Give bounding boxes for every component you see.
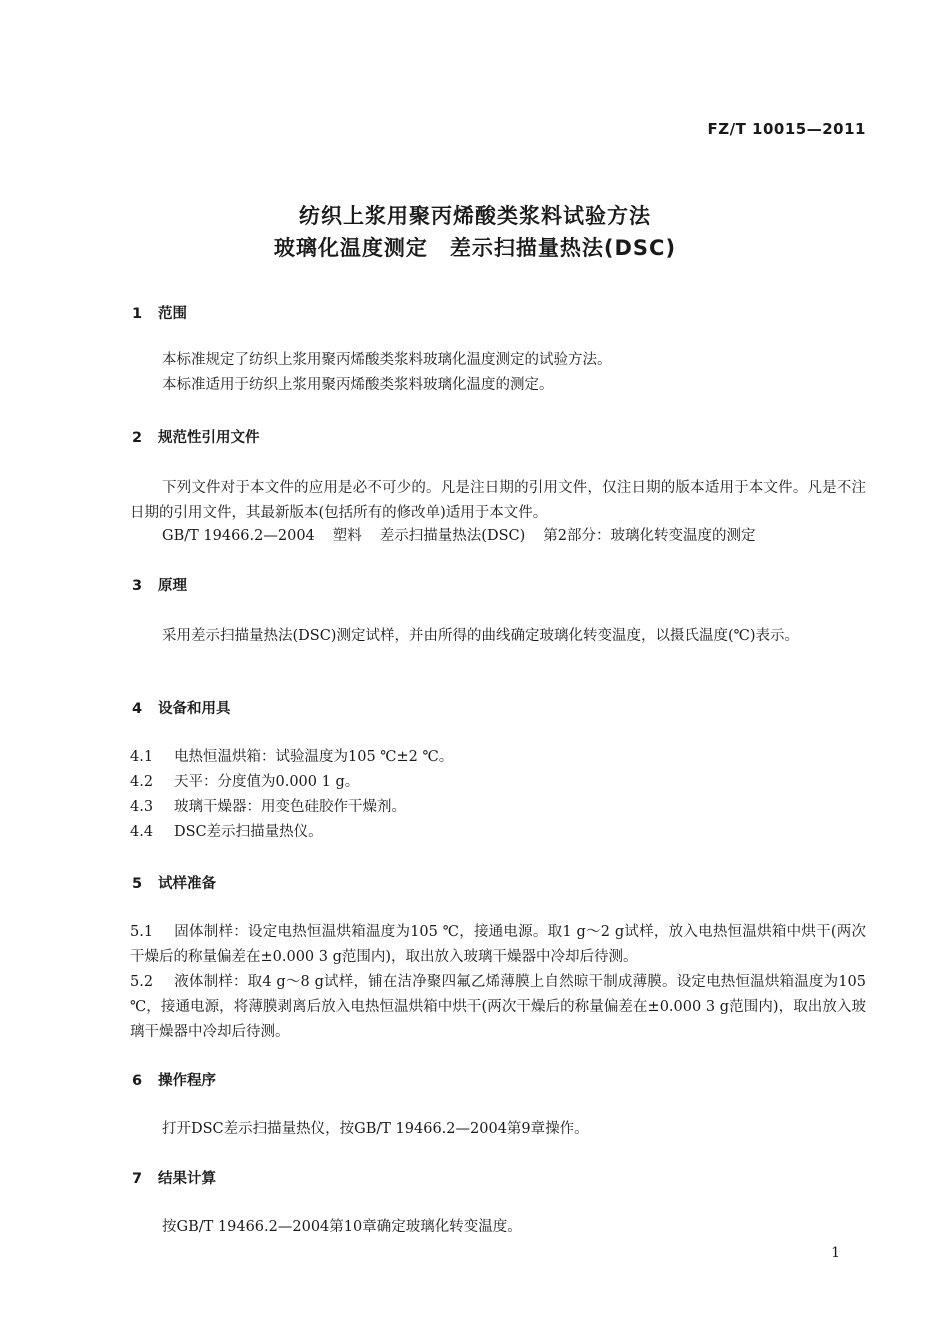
section-number: 2 (132, 430, 143, 446)
standard-code: FZ/T 10015—2011 (707, 120, 866, 138)
section-heading-4 (132, 697, 231, 718)
document-title-line2: 玻璃化温度测定 差示扫描量热法(DSC) (273, 236, 677, 260)
list-item (130, 820, 866, 845)
paragraph: 本标准适用于纺织上浆用聚丙烯酸类浆料玻璃化温度的测定。 (162, 377, 554, 393)
section-number: 3 (132, 578, 143, 594)
section-title: 设备和用具 (158, 701, 231, 717)
section-heading-2 (132, 426, 260, 447)
section-title: 结果计算 (158, 1171, 216, 1187)
section-number: 1 (132, 306, 143, 322)
paragraph: 按GB/T 19466.2—2004第10章确定玻璃化转变温度。 (162, 1219, 522, 1235)
section-number: 6 (132, 1073, 143, 1089)
reference-title: 差示扫描量热法(DSC) (379, 528, 526, 544)
document-title-line1: 纺织上浆用聚丙烯酸类浆料试验方法 (299, 204, 651, 228)
list-item (130, 770, 866, 795)
section-title: 范围 (158, 306, 187, 322)
section-title: 原理 (158, 578, 187, 594)
list-item (130, 970, 866, 1045)
reference-part: 第2部分：玻璃化转变温度的测定 (543, 528, 756, 544)
reference-code: GB/T 19466.2—2004 (162, 528, 315, 544)
paragraph: 打开DSC差示扫描量热仪，按GB/T 19466.2—2004第9章操作。 (162, 1121, 589, 1137)
reference-category: 塑料 (332, 528, 362, 544)
section-number: 7 (132, 1171, 143, 1187)
item-number: 4.1 (130, 749, 154, 765)
section-heading-7 (132, 1167, 216, 1188)
section-title: 操作程序 (158, 1073, 216, 1089)
list-item (130, 745, 866, 770)
paragraph: 采用差示扫描量热法(DSC)测定试样，并由所得的曲线确定玻璃化转变温度，以摄氏温度(℃)表示。 (162, 628, 799, 644)
item-text: 电热恒温烘箱：试验温度为105 ℃±2 ℃。 (174, 749, 454, 765)
item-text: 液体制样：取4 g～8 g试样，铺在洁净聚四氟乙烯薄膜上自然晾干制成薄膜。设定电热恒温烘箱温度为105 ℃，接通电源，将薄膜剥离后放入电热恒温烘箱中烘干(两次干燥后的称量偏差在±0.000 3 g范围内)，取出放入玻璃干燥器中冷却后待测。 (130, 974, 866, 1040)
item-number: 5.1 (130, 924, 154, 940)
section-heading-5 (132, 872, 216, 893)
item-number: 4.4 (130, 824, 154, 840)
section-heading-6 (132, 1069, 216, 1090)
item-text: 玻璃干燥器：用变色硅胶作干燥剂。 (174, 799, 406, 815)
paragraph: 本标准规定了纺织上浆用聚丙烯酸类浆料玻璃化温度测定的试验方法。 (162, 352, 612, 368)
item-number: 4.2 (130, 774, 154, 790)
normative-reference (162, 524, 773, 549)
item-number: 4.3 (130, 799, 154, 815)
section-title: 试样准备 (158, 876, 216, 892)
list-item (130, 920, 866, 970)
section-heading-3 (132, 574, 187, 595)
section-heading-1 (132, 302, 187, 323)
item-text: 固体制样：设定电热恒温烘箱温度为105 ℃，接通电源。取1 g～2 g试样，放入电热恒温烘箱中烘干(两次干燥后的称量偏差在±0.000 3 g范围内)，取出放入玻璃干燥器中冷却后待测。 (130, 924, 866, 965)
section-number: 5 (132, 876, 143, 892)
item-number: 5.2 (130, 974, 154, 990)
list-item (130, 795, 866, 820)
item-text: 天平：分度值为0.000 1 g。 (174, 774, 360, 790)
section-title: 规范性引用文件 (158, 430, 260, 446)
section-number: 4 (132, 701, 143, 717)
paragraph: 下列文件对于本文件的应用是必不可少的。凡是注日期的引用文件，仅注日期的版本适用于本文件。凡是不注日期的引用文件，其最新版本(包括所有的修改单)适用于本文件。 (130, 480, 866, 521)
item-text: DSC差示扫描量热仪。 (174, 824, 323, 840)
page-number: 1 (831, 1245, 840, 1261)
